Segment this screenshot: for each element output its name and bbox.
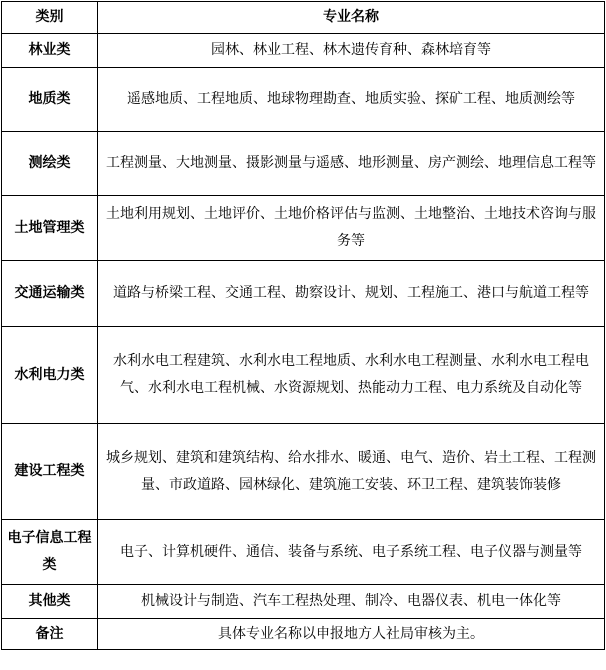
majors-cell: 水利水电工程建筑、水利水电工程地质、水利水电工程测量、水利水电工程电气、水利水电工程机械、水资源规划、热能动力工程、电力系统及自动化等 [98,327,605,424]
majors-cell: 具体专业名称以申报地方人社局审核为主。 [98,619,605,650]
table-row [2,520,605,585]
majors-cell: 工程测量、大地测量、摄影测量与遥感、地形测量、房产测绘、地理信息工程等 [98,132,605,196]
category-cell: 备注 [2,619,98,650]
majors-cell: 城乡规划、建筑和建筑结构、给水排水、暖通、电气、造价、岩土工程、工程测量、市政道路、园林绿化、建筑施工安装、环卫工程、建筑装饰装修 [98,424,605,520]
category-cell: 测绘类 [2,132,98,196]
majors-cell: 电子、计算机硬件、通信、装备与系统、电子系统工程、电子仪器与测量等 [98,520,605,585]
majors-cell: 遥感地质、工程地质、地球物理勘查、地质实验、探矿工程、地质测绘等 [98,68,605,132]
table-row [2,34,605,68]
table-row [2,68,605,132]
category-cell: 其他类 [2,585,98,619]
category-cell: 电子信息工程类 [2,520,98,585]
category-cell: 土地管理类 [2,196,98,261]
table-row [2,619,605,650]
category-cell: 建设工程类 [2,424,98,520]
table-row [2,261,605,327]
majors-table [1,1,605,650]
table-row [2,132,605,196]
category-cell: 地质类 [2,68,98,132]
table-row [2,327,605,424]
category-cell: 水利电力类 [2,327,98,424]
table-row [2,585,605,619]
header-row [2,2,605,34]
majors-cell: 机械设计与制造、汽车工程热处理、制冷、电器仪表、机电一体化等 [98,585,605,619]
majors-cell: 道路与桥梁工程、交通工程、勘察设计、规划、工程施工、港口与航道工程等 [98,261,605,327]
header-majors: 专业名称 [98,2,605,34]
table-row [2,196,605,261]
table-row [2,424,605,520]
category-cell: 林业类 [2,34,98,68]
header-category: 类别 [2,2,98,34]
majors-cell: 园林、林业工程、林木遗传育种、森林培育等 [98,34,605,68]
majors-cell: 土地利用规划、土地评价、土地价格评估与监测、土地整治、土地技术咨询与服务等 [98,196,605,261]
category-cell: 交通运输类 [2,261,98,327]
